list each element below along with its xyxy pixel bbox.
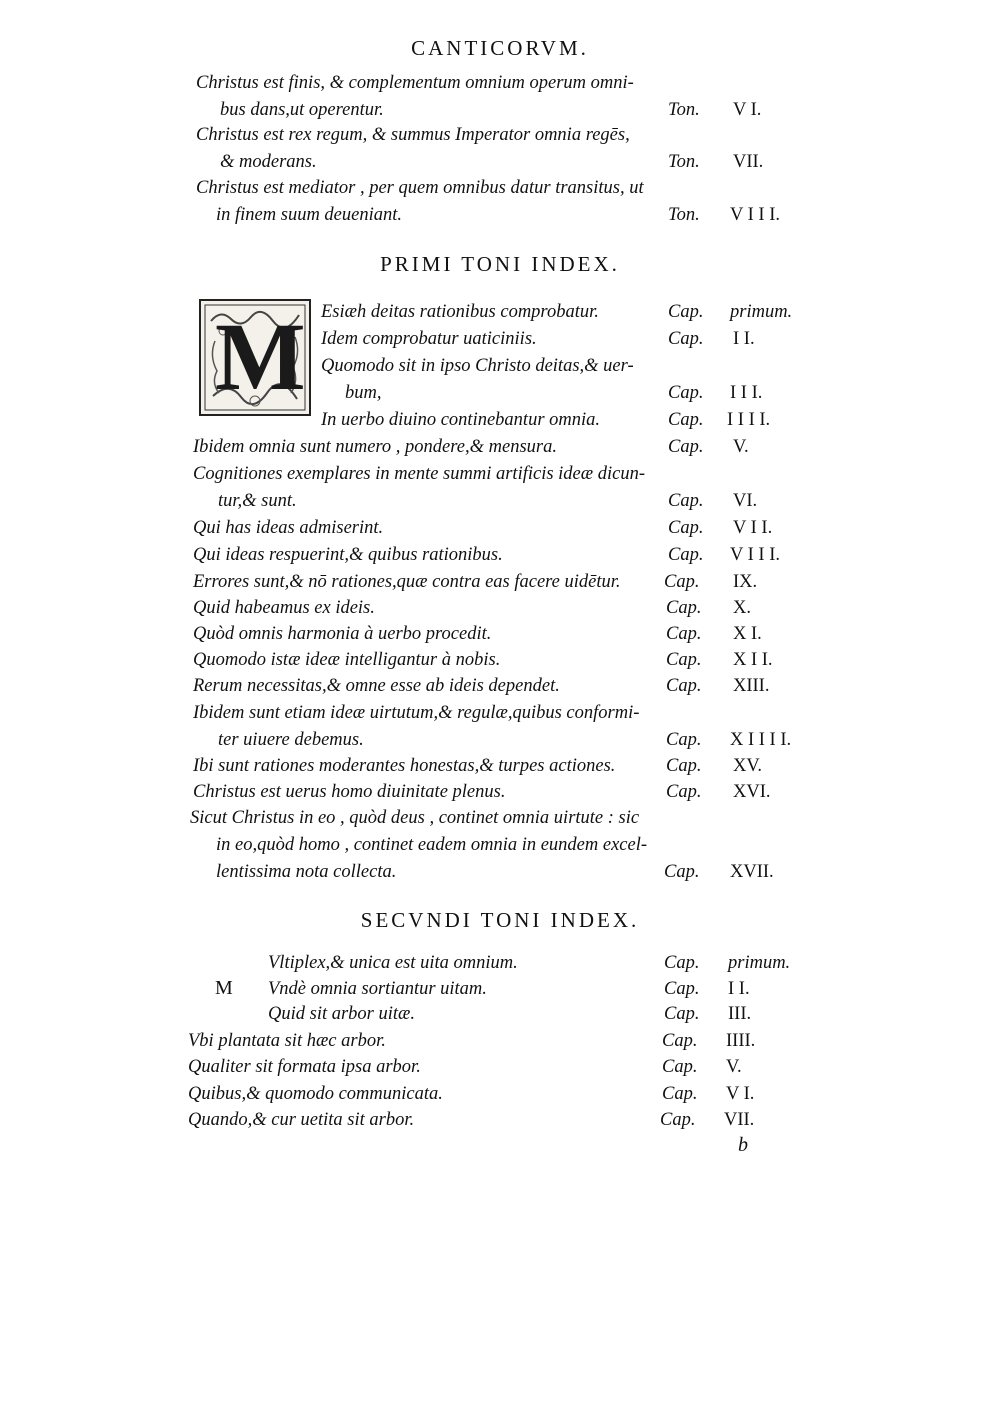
entry-number: VII. (724, 1110, 755, 1130)
entry-line: Quomodo sit in ipso Christo deitas,& uer- (321, 356, 634, 376)
entry-line: Christus est mediator , per quem omnibus datur transitus, ut (196, 178, 644, 198)
entry-abbr: Cap. (664, 1004, 700, 1024)
entry-line: Ibi sunt rationes moderantes honestas,& turpes actiones. (193, 756, 616, 776)
entry-abbr: Cap. (666, 624, 702, 644)
entry-abbr: Cap. (666, 676, 702, 696)
entry-number: X I I I I. (730, 730, 792, 750)
entry-abbr: Cap. (662, 1031, 698, 1051)
entry-number: VII. (733, 152, 764, 172)
entry-line: Quid sit arbor uitæ. (268, 1004, 415, 1024)
entry-line: Rerum necessitas,& omne esse ab ideis dependet. (193, 676, 560, 696)
entry-line: bus dans,ut operentur. (220, 100, 384, 120)
entry-line: In uerbo diuino continebantur omnia. (321, 410, 601, 430)
entry-line: Quibus,& quomodo communicata. (188, 1084, 443, 1104)
entry-line: lentissima nota collecta. (216, 862, 397, 882)
entry-line: Idem comprobatur uaticiniis. (321, 329, 537, 349)
entry-line: Quòd omnis harmonia à uerbo procedit. (193, 624, 492, 644)
entry-number: X I. (733, 624, 762, 644)
entry-abbr: Cap. (666, 756, 702, 776)
entry-abbr: Cap. (660, 1110, 696, 1130)
entry-number: X. (733, 598, 751, 618)
entry-abbr: Cap. (668, 329, 704, 349)
entry-number: primum. (728, 953, 791, 973)
entry-number: III. (728, 1004, 752, 1024)
initial-letter: M (215, 977, 233, 999)
decorated-initial (199, 299, 311, 416)
entry-number: V I I. (733, 518, 773, 538)
initial-letter: M (215, 303, 306, 410)
entry-abbr: Cap. (668, 383, 704, 403)
entry-line: Qualiter sit formata ipsa arbor. (188, 1057, 421, 1077)
entry-number: V I. (726, 1084, 755, 1104)
entry-abbr: Cap. (668, 437, 704, 457)
entry-line: Quid habeamus ex ideis. (193, 598, 375, 618)
entry-line: Quomodo istæ ideæ intelligantur à nobis. (193, 650, 501, 670)
entry-line: in eo,quòd homo , continet eadem omnia in eundem excel- (216, 835, 648, 855)
entry-line: in finem suum deueniant. (216, 205, 403, 225)
section-title: PRIMI TONI INDEX. (380, 252, 620, 276)
entry-number: VI. (733, 491, 758, 511)
entry-number: I I. (728, 979, 750, 999)
entry-number: V. (726, 1057, 742, 1077)
signature-mark: b (738, 1134, 748, 1156)
entry-abbr: Ton. (668, 100, 700, 120)
entry-line: & moderans. (220, 152, 317, 172)
entry-number: IX. (733, 572, 758, 592)
entry-abbr: Cap. (666, 650, 702, 670)
entry-number: V I. (733, 100, 762, 120)
section-title: SECVNDI TONI INDEX. (360, 908, 640, 932)
entry-abbr: Cap. (664, 979, 700, 999)
entry-line: tur,& sunt. (218, 491, 297, 511)
entry-abbr: Cap. (668, 410, 704, 430)
entry-abbr: Cap. (666, 730, 702, 750)
entry-line: Qui has ideas admiserint. (193, 518, 384, 538)
entry-line: Sicut Christus in eo , quòd deus , continet omnia uirtute : sic (190, 808, 640, 828)
entry-line: Errores sunt,& nō rationes,quæ contra eas facere uidētur. (193, 572, 621, 592)
entry-abbr: Ton. (668, 205, 700, 225)
entry-line: Ibidem omnia sunt numero , pondere,& mensura. (193, 437, 557, 457)
entry-number: I I I. (730, 383, 763, 403)
entry-number: IIII. (726, 1031, 756, 1051)
entry-number: XVII. (730, 862, 774, 882)
entry-number: V I I I. (730, 545, 781, 565)
entry-number: I I. (733, 329, 755, 349)
entry-number: V I I I. (730, 205, 781, 225)
entry-line: Quando,& cur uetita sit arbor. (188, 1110, 415, 1130)
entry-abbr: Cap. (668, 545, 704, 565)
entry-abbr: Cap. (668, 518, 704, 538)
entry-number: XV. (733, 756, 762, 776)
entry-abbr: Ton. (668, 152, 700, 172)
entry-abbr: Cap. (664, 862, 700, 882)
entry-number: XIII. (733, 676, 770, 696)
entry-line: ter uiuere debemus. (218, 730, 364, 750)
entry-abbr: Cap. (666, 598, 702, 618)
entry-line: Vltiplex,& unica est uita omnium. (268, 953, 518, 973)
entry-number: XVI. (733, 782, 771, 802)
running-head: CANTICORVM. (411, 36, 589, 60)
entry-number: primum. (730, 302, 793, 322)
entry-line: Christus est uerus homo diuinitate plenus. (193, 782, 506, 802)
entry-abbr: Cap. (662, 1057, 698, 1077)
entry-line: Christus est rex regum, & summus Imperator omnia regēs, (196, 125, 630, 145)
entry-line: Esiæh deitas rationibus comprobatur. (321, 302, 599, 322)
entry-line: Vndè omnia sortiantur uitam. (268, 979, 487, 999)
entry-line: Ibidem sunt etiam ideæ uirtutum,& regulæ,quibus conformi- (193, 703, 640, 723)
entry-abbr: Cap. (668, 491, 704, 511)
entry-number: I I I I. (727, 410, 771, 430)
entry-abbr: Cap. (664, 953, 700, 973)
entry-abbr: Cap. (668, 302, 704, 322)
entry-line: bum, (345, 383, 382, 403)
entry-line: Qui ideas respuerint,& quibus rationibus. (193, 545, 503, 565)
entry-line: Cognitiones exemplares in mente summi artificis ideæ dicun- (193, 464, 645, 484)
entry-line: Christus est finis, & complementum omnium operum omni- (196, 73, 634, 93)
entry-line: Vbi plantata sit hæc arbor. (188, 1031, 386, 1051)
entry-abbr: Cap. (662, 1084, 698, 1104)
entry-abbr: Cap. (666, 782, 702, 802)
entry-number: X I I. (733, 650, 773, 670)
entry-number: V. (733, 437, 749, 457)
entry-abbr: Cap. (664, 572, 700, 592)
